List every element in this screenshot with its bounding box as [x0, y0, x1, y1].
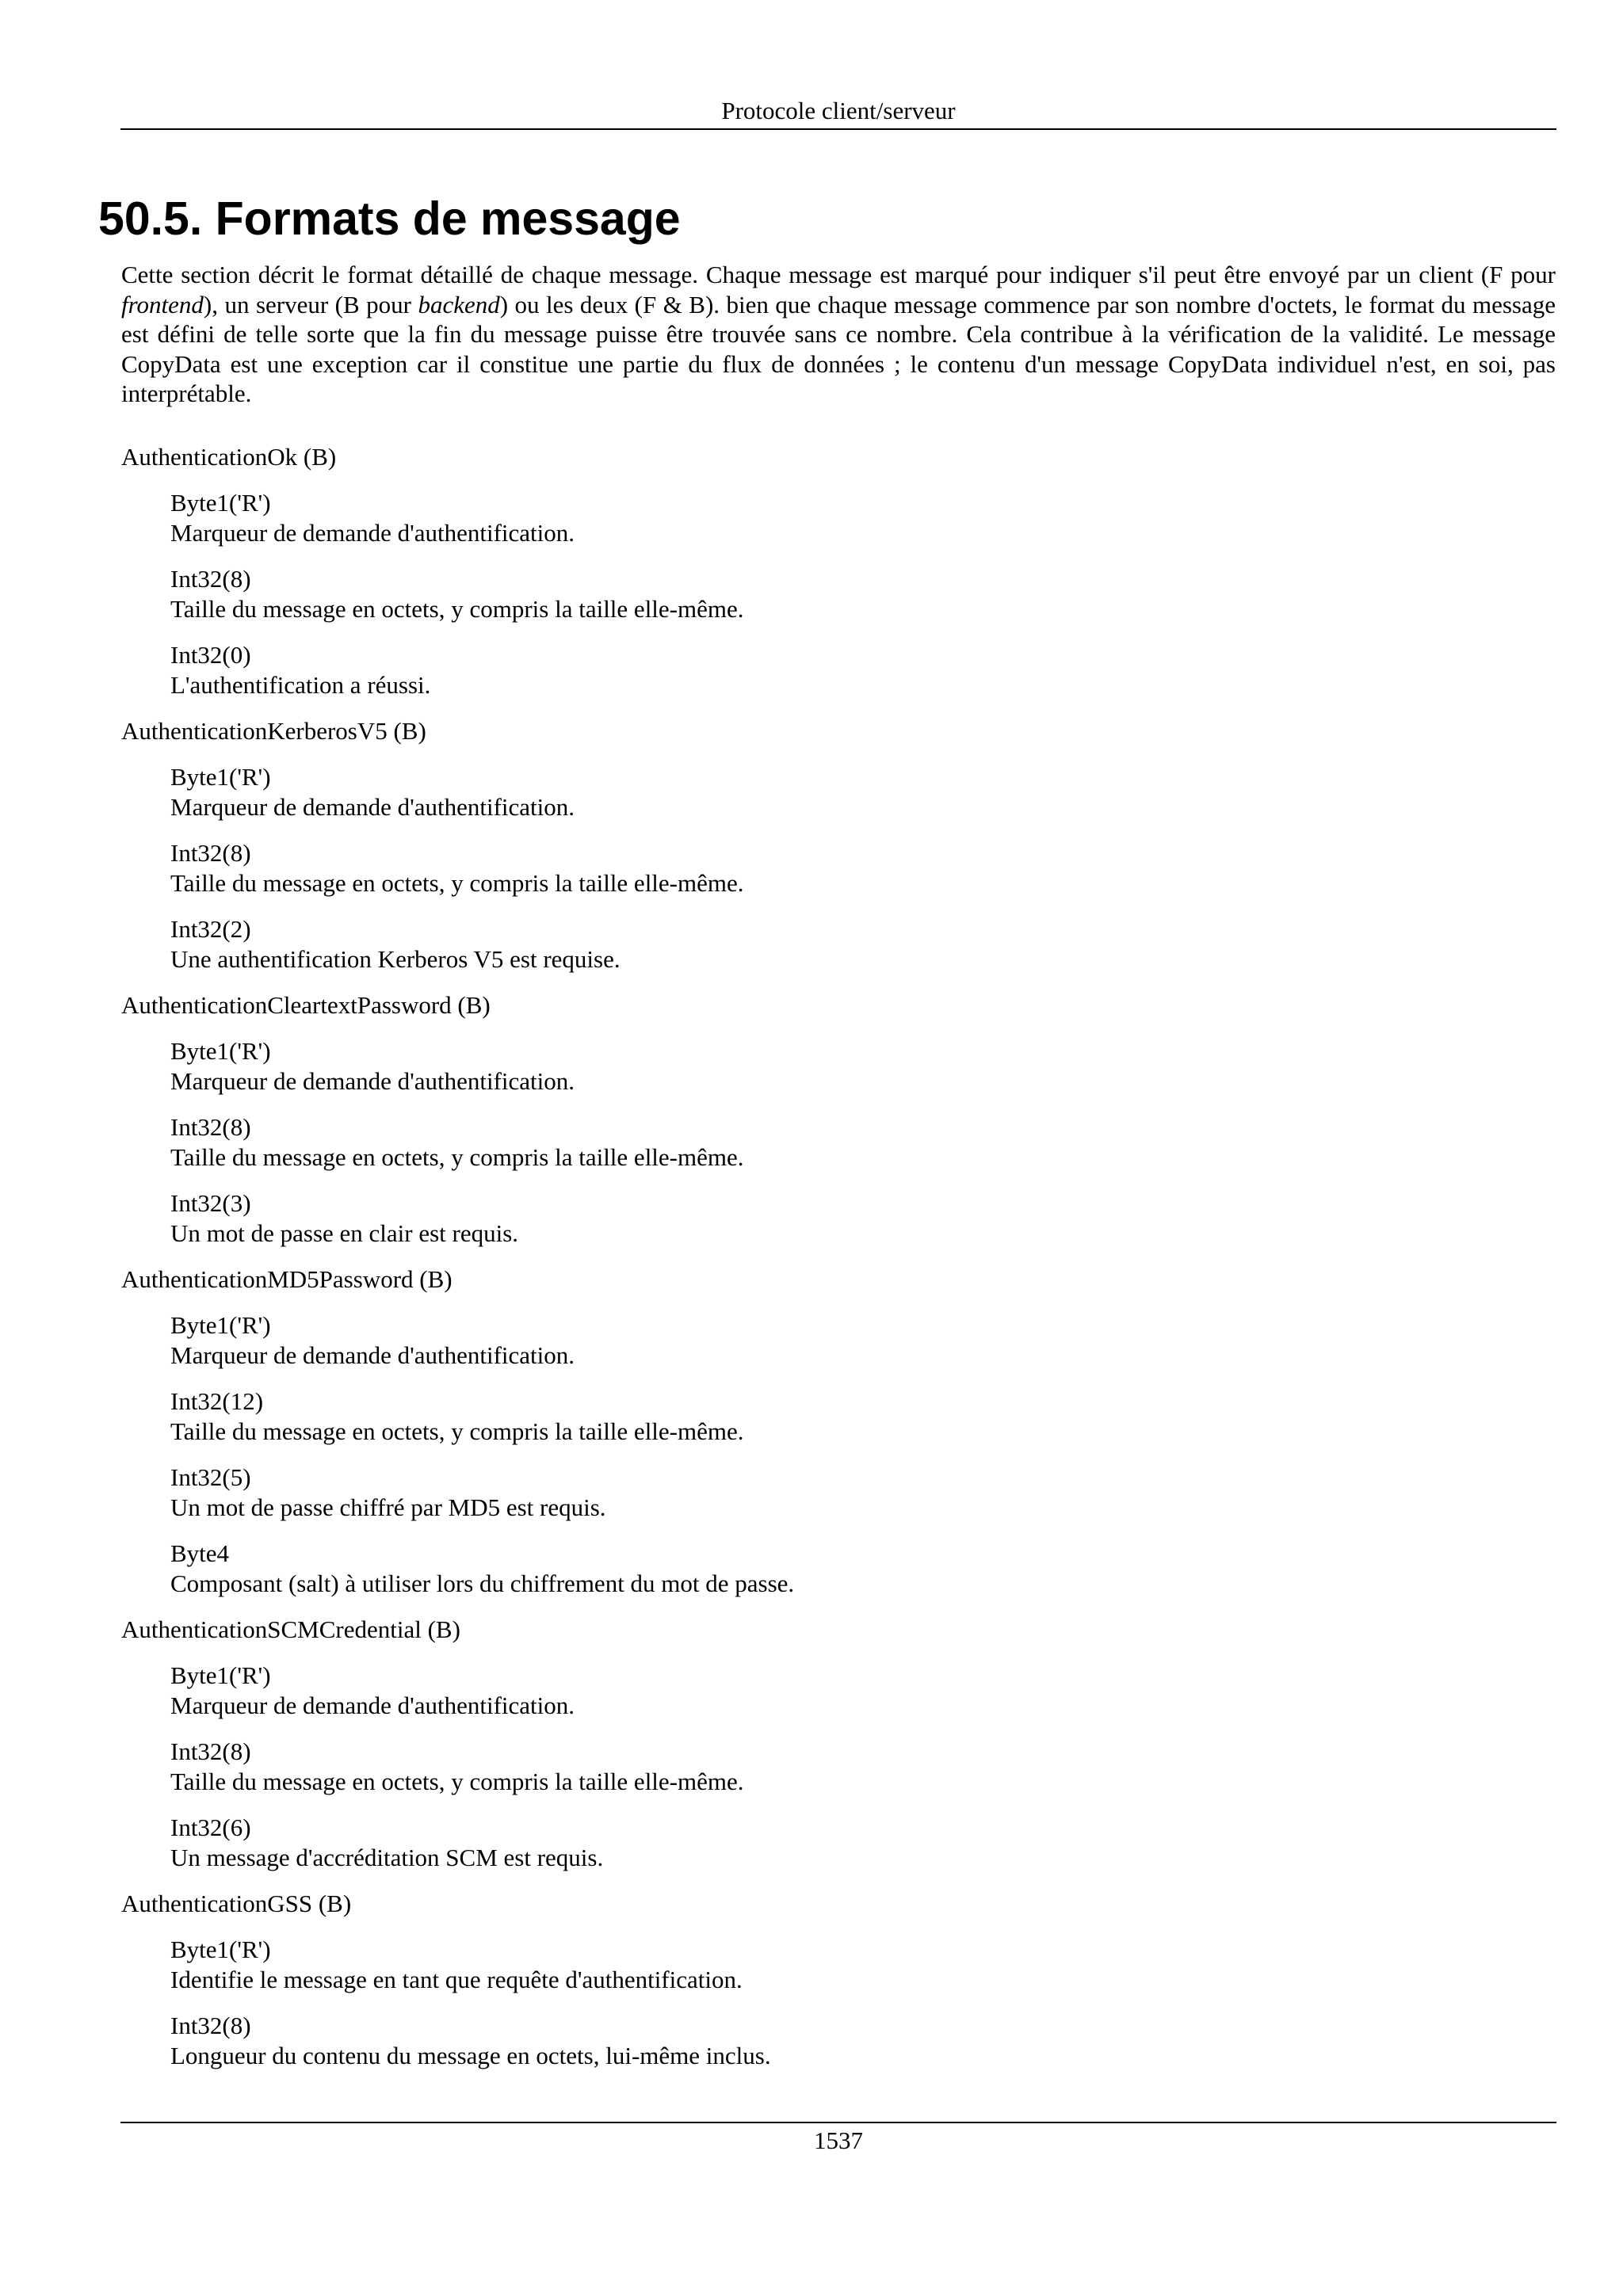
- field-description: Taille du message en octets, y compris la taille elle-même.: [170, 869, 744, 897]
- field-name: Int32(8): [170, 2012, 251, 2039]
- field-description: Un message d'accréditation SCM est requis.: [170, 1844, 604, 1871]
- message-field: [170, 914, 1556, 974]
- section-title: 50.5. Formats de message: [98, 193, 681, 245]
- field-description: Marqueur de demande d'authentification.: [170, 1067, 575, 1095]
- intro-text-2: ), un serveur (B pour: [203, 290, 418, 318]
- message-field: [170, 1737, 1556, 1797]
- field-description: Composant (salt) à utiliser lors du chiffrement du mot de passe.: [170, 1569, 795, 1597]
- message-name: AuthenticationCleartextPassword (B): [121, 991, 491, 1019]
- intro-term-frontend: frontend: [121, 290, 204, 318]
- message-field: [170, 762, 1556, 822]
- message-name: AuthenticationOk (B): [121, 443, 337, 471]
- field-name: Byte1('R'): [170, 489, 271, 517]
- message-field: [170, 1036, 1556, 1097]
- message-field: [170, 488, 1556, 548]
- field-description: Taille du message en octets, y compris la taille elle-même.: [170, 1768, 744, 1795]
- running-title: Protocole client/serveur: [721, 97, 956, 124]
- field-name: Byte1('R'): [170, 763, 271, 791]
- message-authentication-gss: [121, 1889, 1556, 2071]
- message-field: [170, 1463, 1556, 1523]
- message-field: [170, 1310, 1556, 1371]
- message-field: [170, 1386, 1556, 1447]
- message-list: [121, 442, 1556, 2087]
- message-authentication-kerberos-v5: [121, 716, 1556, 974]
- message-field: [170, 838, 1556, 898]
- field-description: Marqueur de demande d'authentification.: [170, 1341, 575, 1369]
- message-name: AuthenticationMD5Password (B): [121, 1265, 453, 1293]
- message-field: [170, 1661, 1556, 1721]
- intro-text-3: ) ou les deux (F & B). bien que chaque message commence par son nombre d'octets, le format du message est défini de telle sorte que la fin du message puisse être trouvée sans ce nombre. Cela contribue à la vérification de la validité. Le message CopyData est une exception car il constitue une partie du flux de données ; le contenu d'un message CopyData individuel n'est, en soi, pas interprétable.: [121, 290, 1556, 407]
- message-authentication-scm-credential: [121, 1615, 1556, 1873]
- message-authentication-ok: [121, 442, 1556, 700]
- field-name: Int32(3): [170, 1189, 251, 1217]
- field-name: Byte1('R'): [170, 1037, 271, 1065]
- field-name: Byte4: [170, 1539, 230, 1567]
- page-number: 1537: [814, 2126, 863, 2154]
- field-name: Byte1('R'): [170, 1936, 271, 1963]
- field-name: Int32(6): [170, 1814, 251, 1841]
- field-description: Une authentification Kerberos V5 est requise.: [170, 945, 621, 973]
- field-name: Byte1('R'): [170, 1311, 271, 1339]
- field-name: Byte1('R'): [170, 1661, 271, 1689]
- field-description: Taille du message en octets, y compris la taille elle-même.: [170, 1143, 744, 1171]
- message-field: [170, 1112, 1556, 1173]
- field-name: Int32(8): [170, 565, 251, 593]
- message-field: [170, 2011, 1556, 2071]
- message-authentication-md5-password: [121, 1264, 1556, 1599]
- intro-text-1: Cette section décrit le format détaillé de chaque message. Chaque message est marqué pour indiquer s'il peut être envoyé par un client (F pour: [121, 261, 1556, 288]
- message-authentication-cleartext-password: [121, 990, 1556, 1249]
- field-description: Identifie le message en tant que requête d'authentification.: [170, 1966, 743, 1993]
- running-header: [120, 93, 1556, 130]
- message-field: [170, 1935, 1556, 1995]
- page-footer: [120, 2122, 1556, 2158]
- message-name: AuthenticationGSS (B): [121, 1890, 352, 1917]
- field-name: Int32(0): [170, 641, 251, 669]
- field-description: Taille du message en octets, y compris la taille elle-même.: [170, 1417, 744, 1445]
- section-intro: [121, 260, 1556, 409]
- intro-term-backend: backend: [418, 290, 500, 318]
- message-field: [170, 640, 1556, 700]
- field-name: Int32(12): [170, 1387, 264, 1415]
- message-field: [170, 1539, 1556, 1599]
- field-description: Marqueur de demande d'authentification.: [170, 793, 575, 821]
- message-name: AuthenticationKerberosV5 (B): [121, 717, 426, 745]
- field-description: L'authentification a réussi.: [170, 671, 431, 699]
- field-name: Int32(8): [170, 1737, 251, 1765]
- message-name: AuthenticationSCMCredential (B): [121, 1615, 460, 1643]
- field-description: Longueur du contenu du message en octets, lui-même inclus.: [170, 2042, 771, 2069]
- message-field: [170, 564, 1556, 624]
- field-description: Marqueur de demande d'authentification.: [170, 1691, 575, 1719]
- field-name: Int32(8): [170, 1113, 251, 1141]
- field-description: Un mot de passe en clair est requis.: [170, 1219, 519, 1247]
- field-name: Int32(5): [170, 1463, 251, 1491]
- field-description: Marqueur de demande d'authentification.: [170, 519, 575, 547]
- field-name: Int32(8): [170, 839, 251, 867]
- message-field: [170, 1813, 1556, 1873]
- field-name: Int32(2): [170, 915, 251, 943]
- field-description: Taille du message en octets, y compris la taille elle-même.: [170, 595, 744, 623]
- field-description: Un mot de passe chiffré par MD5 est requis.: [170, 1493, 606, 1521]
- message-field: [170, 1188, 1556, 1249]
